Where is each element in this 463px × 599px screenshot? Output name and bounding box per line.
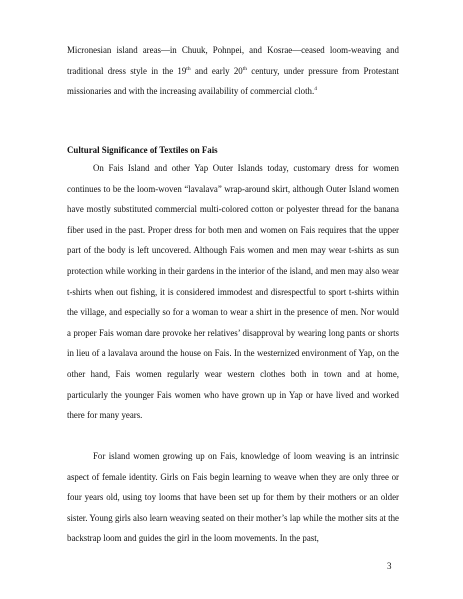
paragraph-loom-weaving: For island women growing up on Fais, knowledge of loom weaving is an intrinsic aspect of female identity. Girls on Fais begin learning to weave when they are only three or four years old, using toy looms that have been set up for them by their mothers or an older sister. Young girls also learn weaving seated on their mother’s lap while the mother sits at the backstrap loom and guides the girl in the loom movements. In the past, bbox=[67, 451, 399, 544]
paragraph-customary-dress: On Fais Island and other Yap Outer Islands today, customary dress for women continues to be the loom-woven “lavalava” wrap-around skirt, although Outer Island women have mostly substituted commercial multi-colored cotton or polyester thread for the banana fiber used in the past. Proper dress for both men and women on Fais requires that the upper part of the body is left uncovered. Although Fais women and men may wear t-shirts as sun protection while working in their gardens in the interior of the island, and men may also wear t-shirts when out fishing, it is considered immodest and disrespectful to sport t-shirts within the village, and especially so for a woman to wear a shirt in the presence of men. Nor would a proper Fais woman dare provoke her relatives’ disapproval by wearing long pants or shorts in lieu of a lavalava around the house on Fais. In the westernized environment of Yap, on the other hand, Fais women regularly wear western clothes both in town and at home, particularly the younger Fais women who have grown up in Yap or have lived and worked there for many years. bbox=[67, 163, 399, 421]
section-heading: Cultural Significance of Textiles on Fais bbox=[67, 145, 218, 155]
continuation-text-2: and early 20 bbox=[190, 65, 243, 76]
superscript-19th: th bbox=[186, 65, 191, 72]
continuation-text-3: century, under pressure from Protestant missionaries and with the increasing availability of commercial cloth. bbox=[67, 65, 399, 97]
continuation-text-1: Micronesian island areas—in Chuuk, Pohnpei, and Kosrae—ceased loom-weaving and traditional dress style in the 19 bbox=[67, 45, 399, 76]
page-number: 3 bbox=[387, 561, 392, 571]
continuation-paragraph bbox=[67, 40, 399, 102]
superscript-20th: th bbox=[242, 65, 248, 72]
footnote-reference: 4 bbox=[314, 86, 317, 93]
